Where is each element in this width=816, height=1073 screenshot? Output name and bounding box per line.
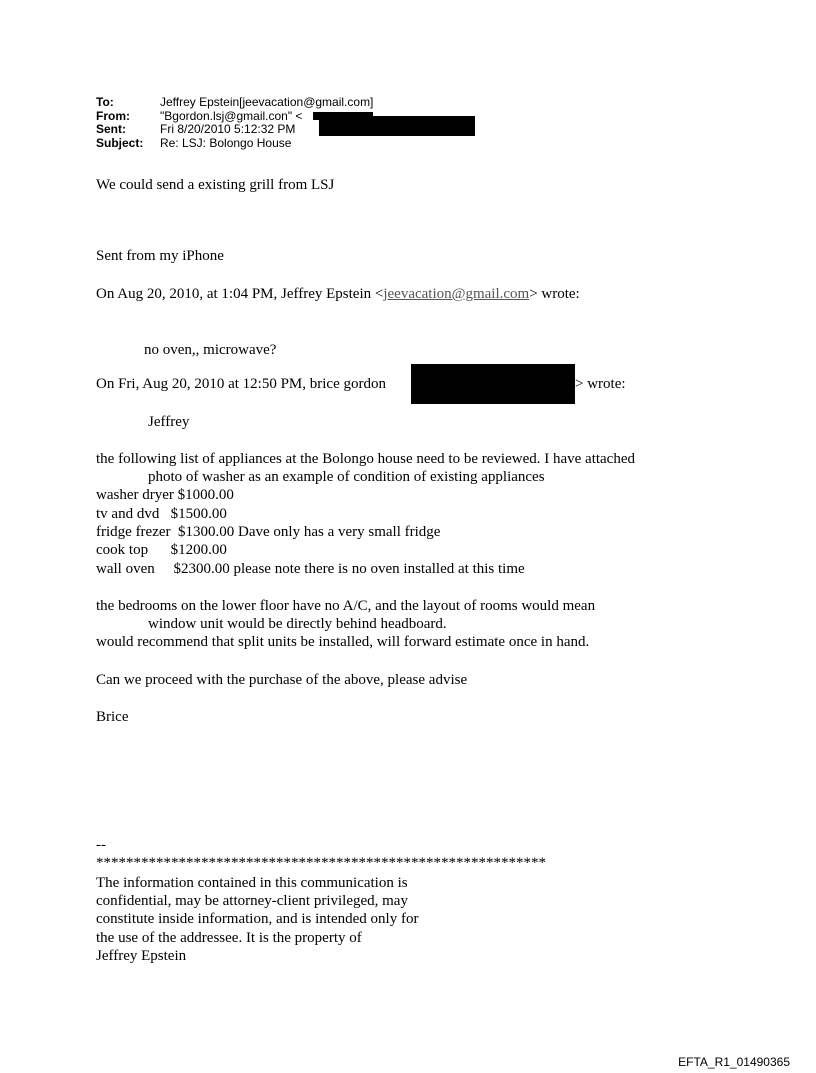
quote1-email-link[interactable]: jeevacation@gmail.com <box>383 286 530 302</box>
disclaimer-line4: the use of the addressee. It is the property of <box>96 930 362 946</box>
quote2-signoff: Brice <box>96 709 129 725</box>
quote2-question: Can we proceed with the purchase of the above, please advise <box>96 672 468 688</box>
footer-dashes: -- <box>96 837 106 853</box>
disclaimer-line2: confidential, may be attorney-client privileged, may <box>96 893 408 909</box>
to-value: Jeffrey Epstein[jeevacation@gmail.com] <box>160 95 374 109</box>
appliance-fridge: fridge frezer $1300.00 Dave only has a very small fridge <box>96 524 441 540</box>
sent-value: Fri 8/20/2010 5:12:32 PM <box>160 122 296 136</box>
disclaimer-line3: constitute inside information, and is intended only for <box>96 911 419 927</box>
appliance-tv-dvd: tv and dvd $1500.00 <box>96 506 227 522</box>
quote2-attribution-prefix: On Fri, Aug 20, 2010 at 12:50 PM, brice gordon <box>96 376 386 392</box>
quote1-attribution <box>96 285 580 303</box>
to-label: To: <box>96 95 114 109</box>
redaction-brice-email <box>411 364 575 404</box>
appliance-cook-top: cook top $1200.00 <box>96 542 227 558</box>
disclaimer-line5: Jeffrey Epstein <box>96 948 187 964</box>
quote2-ac-line2: window unit would be directly behind headboard. <box>148 616 447 632</box>
quote2-intro-line1: the following list of appliances at the Bolongo house need to be reviewed. I have attached <box>96 451 635 467</box>
appliance-washer-dryer: washer dryer $1000.00 <box>96 487 234 503</box>
subject-value: Re: LSJ: Bolongo House <box>160 135 292 150</box>
document-id: EFTA_R1_01490365 <box>678 1055 790 1069</box>
reply-body: We could send a existing grill from LSJ <box>96 177 335 193</box>
quote2-greeting: Jeffrey <box>148 414 190 430</box>
from-label: From: <box>96 108 130 123</box>
sent-label: Sent: <box>96 122 126 136</box>
quote2-ac-line1: the bedrooms on the lower floor have no A/C, and the layout of rooms would mean <box>96 598 596 614</box>
appliance-wall-oven: wall oven $2300.00 please note there is no oven installed at this time <box>96 561 525 577</box>
from-value: "Bgordon.lsj@gmail.con" < <box>160 108 303 123</box>
quote2-attribution-suffix: > wrote: <box>575 376 626 392</box>
quote2-intro-line2: photo of washer as an example of condition of existing appliances <box>148 469 545 485</box>
quote1-attribution-prefix: On Aug 20, 2010, at 1:04 PM, Jeffrey Epstein < <box>96 286 384 302</box>
disclaimer-line1: The information contained in this communication is <box>96 875 408 891</box>
reply-signature: Sent from my iPhone <box>96 248 224 264</box>
quote1-body: no oven,, microwave? <box>144 342 277 358</box>
quote1-attribution-suffix: > wrote: <box>529 286 580 302</box>
subject-label: Subject: <box>96 135 144 150</box>
footer-stars: ************************************************************ <box>96 855 546 871</box>
redaction-from <box>319 116 475 136</box>
quote2-ac-line3: would recommend that split units be installed, will forward estimate once in hand. <box>96 634 590 650</box>
